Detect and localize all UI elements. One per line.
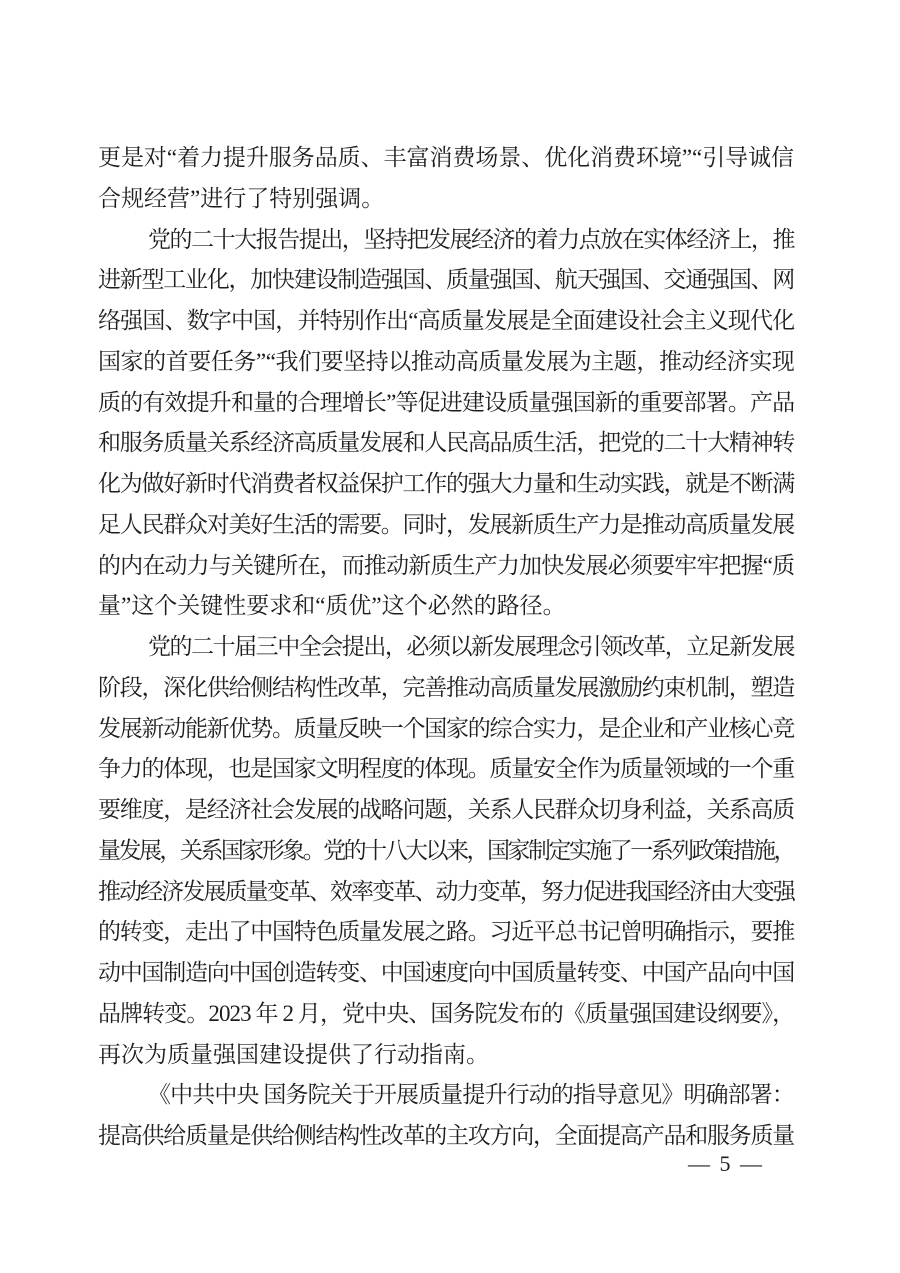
text-line: 提高供给质量是供给侧结构性改革的主攻方向，全面提高产品和服务质量 <box>98 1123 794 1148</box>
text-line: 合规经营”进行了特别强调。 <box>98 185 385 211</box>
text-line: 再次为质量强国建设提供了行动指南。 <box>98 1041 489 1067</box>
text-line: 量”这个关键性要求和“质优”这个必然的路径。 <box>98 593 566 619</box>
text-line: 的转变，走出了中国特色质量发展之路。习近平总书记曾明确指示，要推 <box>98 919 794 945</box>
page-number: — 5 — <box>688 1151 764 1176</box>
text-line: 质的有效提升和量的合理增长”等促进建设质量强国新的重要部署。产品 <box>98 389 795 415</box>
document-body <box>98 138 794 1157</box>
text-line: 推动经济发展质量变革、效率变革、动力变革，努力促进我国经济由大变强 <box>98 878 794 904</box>
text-line: 量发展，关系国家形象。党的十八大以来，国家制定实施了一系列政策措施， <box>98 837 794 863</box>
text-line: 的内在动力与关键所在，而推动新质生产力加快发展必须要牢牢把握“质 <box>98 552 795 578</box>
text-line: 品牌转变。2023 年 2 月，党中央、国务院发布的《质量强国建设纲要》， <box>98 1000 795 1026</box>
text-line: 络强国、数字中国，并特别作出“高质量发展是全面建设社会主义现代化 <box>98 308 795 333</box>
text-line: 《中共中央 国务院关于开展质量提升行动的指导意见》明确部署： <box>148 1082 794 1108</box>
text-line: 进新型工业化，加快建设制造强国、质量强国、航天强国、交通强国、网 <box>98 267 794 293</box>
text-line: 争力的体现，也是国家文明程度的体现。质量安全作为质量领域的一个重 <box>98 756 794 782</box>
text-line: 动中国制造向中国创造转变、中国速度向中国质量转变、中国产品向中国 <box>98 960 794 985</box>
text-line: 更是对“着力提升服务品质、丰富消费场景、优化消费环境”“引导诚信 <box>98 145 794 170</box>
text-line: 国家的首要任务”“我们要坚持以推动高质量发展为主题，推动经济实现 <box>98 348 795 374</box>
text-line: 和服务质量关系经济高质量发展和人民高品质生活，把党的二十大精神转 <box>98 430 794 456</box>
text-line: 足人民群众对美好生活的需要。同时，发展新质生产力是推动高质量发展 <box>98 511 794 537</box>
text-line: 阶段，深化供给侧结构性改革，完善推动高质量发展激励约束机制，塑造 <box>98 674 794 700</box>
text-line: 党的二十大报告提出，坚持把发展经济的着力点放在实体经济上，推 <box>148 226 794 252</box>
text-line: 党的二十届三中全会提出，必须以新发展理念引领改革，立足新发展 <box>148 634 794 659</box>
text-line: 化为做好新时代消费者权益保护工作的强大力量和生动实践，就是不断满 <box>98 471 794 496</box>
text-line: 要维度，是经济社会发展的战略问题，关系人民群众切身利益，关系高质 <box>98 797 794 822</box>
text-line: 发展新动能新优势。质量反映一个国家的综合实力，是企业和产业核心竞 <box>98 715 794 741</box>
